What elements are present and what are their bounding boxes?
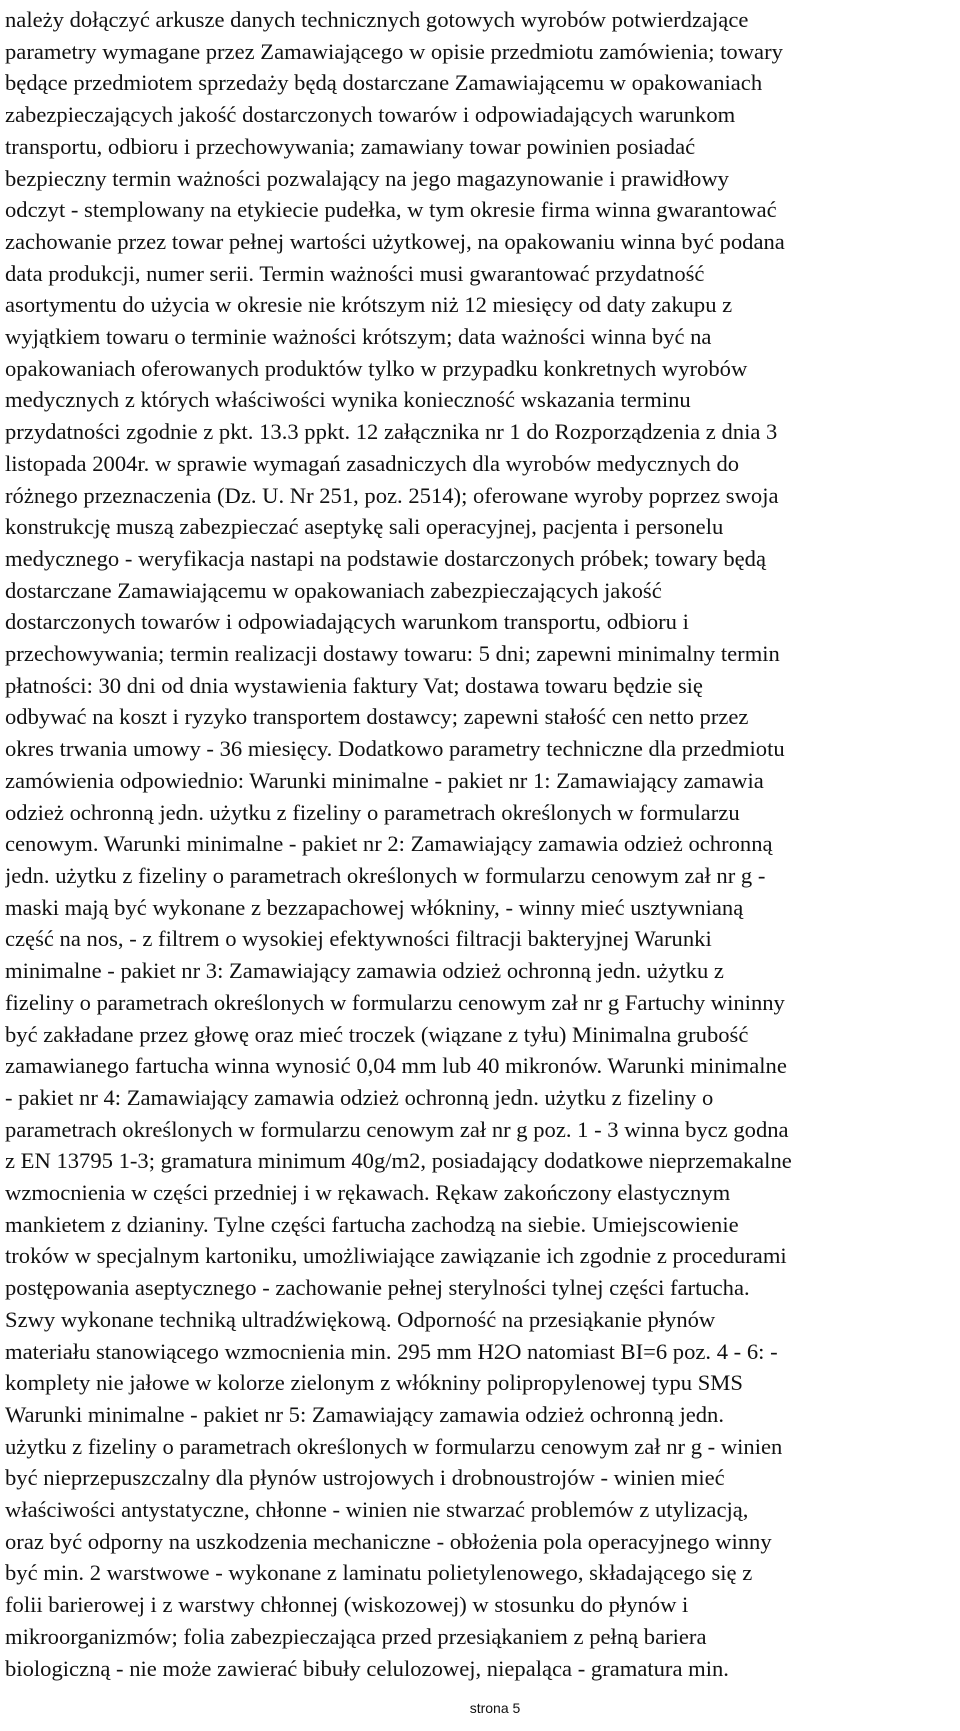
text-line: mankietem z dzianiny. Tylne części fartucha zachodzą na siebie. Umiejscowienie <box>5 1211 739 1237</box>
text-line: zabezpieczających jakość dostarczonych towarów i odpowiadających warunkom <box>5 102 736 128</box>
text-line: okres trwania umowy - 36 miesięcy. Dodatkowo parametry techniczne dla przedmiotu <box>5 736 785 762</box>
text-line: oraz być odporny na uszkodzenia mechaniczne - obłożenia pola operacyjnego winny <box>5 1528 772 1554</box>
text-line: opakowaniach oferowanych produktów tylko w przypadku konkretnych wyrobów <box>5 355 748 381</box>
text-line: data produkcji, numer serii. Termin ważności musi gwarantować przydatność <box>5 260 705 286</box>
text-line: komplety nie jałowe w kolorze zielonym z włókniny polipropylenowej typu SMS <box>5 1370 743 1396</box>
text-line: jedn. użytku z fizeliny o parametrach określonych w formularzu cenowym zał nr g - <box>5 862 766 888</box>
text-line: odzież ochronną jedn. użytku z fizeliny o parametrach określonych w formularzu <box>5 799 740 825</box>
text-line: transportu, odbioru i przechowywania; zamawiany towar powinien posiadać <box>5 133 696 159</box>
text-line: cenowym. Warunki minimalne - pakiet nr 2: Zamawiający zamawia odzież ochronną <box>5 831 773 857</box>
text-line: materiału stanowiącego wzmocnienia min. 295 mm H2O natomiast BI=6 poz. 4 - 6: - <box>5 1338 778 1364</box>
text-line: należy dołączyć arkusze danych technicznych gotowych wyrobów potwierdzające <box>5 7 749 32</box>
text-line: przydatności zgodnie z pkt. 13.3 ppkt. 12 załącznika nr 1 do Rozporządzenia z dnia 3 <box>5 419 778 445</box>
text-line: wyjątkiem towaru o terminie ważności krótszym; data ważności winna być na <box>5 324 712 350</box>
text-line: minimalne - pakiet nr 3: Zamawiający zamawia odzież ochronną jedn. użytku z <box>5 958 724 984</box>
text-line: medycznych z których właściwości wynika konieczność wskazania terminu <box>5 387 691 413</box>
text-line: część na nos, - z filtrem o wysokiej efektywności filtracji bakteryjnej Warunki <box>5 926 712 952</box>
text-line: Warunki minimalne - pakiet nr 5: Zamawiający zamawia odzież ochronną jedn. <box>5 1401 725 1427</box>
text-line: fizeliny o parametrach określonych w formularzu cenowym zał nr g Fartuchy wininny <box>5 989 785 1015</box>
text-line: będące przedmiotem sprzedaży będą dostarczane Zamawiającemu w opakowaniach <box>5 70 763 96</box>
text-line: konstrukcję muszą zabezpieczać aseptykę sali operacyjnej, pacjenta i personelu <box>5 514 724 540</box>
text-line: asortymentu do użycia w okresie nie krótszym niż 12 miesięcy od daty zakupu z <box>5 292 733 318</box>
text-line: z EN 13795 1-3; gramatura minimum 40g/m2, posiadający dodatkowe nieprzemakalne <box>5 1148 792 1174</box>
text-line: przechowywania; termin realizacji dostawy towaru: 5 dni; zapewni minimalny termin <box>5 641 780 667</box>
text-line: maski mają być wykonane z bezzapachowej włókniny, - winny mieć usztywnianą <box>5 894 744 920</box>
text-line: medycznego - weryfikacja nastapi na podstawie dostarczonych próbek; towary będą <box>5 545 766 571</box>
text-line: bezpieczny termin ważności pozwalający na jego magazynowanie i prawidłowy <box>5 165 729 191</box>
text-line: użytku z fizeliny o parametrach określonych w formularzu cenowym zał nr g - winien <box>5 1433 783 1459</box>
text-line: odbywać na koszt i ryzyko transportem dostawcy; zapewni stałość cen netto przez <box>5 704 749 730</box>
text-line: właściwości antystatyczne, chłonne - winien nie stwarzać problemów z utylizacją, <box>5 1497 749 1523</box>
text-line: zamawianego fartucha winna wynosić 0,04 mm lub 40 mikronów. Warunki minimalne <box>5 1053 787 1079</box>
text-line: parametrach określonych w formularzu cenowym zał nr g poz. 1 - 3 winna bycz godna <box>5 1116 789 1142</box>
text-line: wzmocnienia w części przedniej i w rękawach. Rękaw zakończony elastycznym <box>5 1180 731 1206</box>
text-line: - pakiet nr 4: Zamawiający zamawia odzież ochronną jedn. użytku z fizeliny o <box>5 1084 714 1110</box>
text-line: być nieprzepuszczalny dla płynów ustrojowych i drobnoustrojów - winien mieć <box>5 1465 725 1491</box>
text-line: zachowanie przez towar pełnej wartości użytkowej, na opakowaniu winna być podana <box>5 228 785 254</box>
body-text <box>5 4 955 1684</box>
page-number: strona 5 <box>469 1700 521 1716</box>
text-line: dostarczonych towarów i odpowiadających warunkom transportu, odbioru i <box>5 609 689 635</box>
text-line: parametry wymagane przez Zamawiającego w opisie przedmiotu zamówienia; towary <box>5 38 783 64</box>
text-line: zamówienia odpowiednio: Warunki minimalne - pakiet nr 1: Zamawiający zamawia <box>5 767 764 793</box>
text-line: biologiczną - nie może zawierać bibuły celulozowej, niepaląca - gramatura min. <box>5 1655 729 1681</box>
text-line: odczyt - stemplowany na etykiecie pudełka, w tym okresie firma winna gwarantować <box>5 197 777 223</box>
text-line: folii barierowej i z warstwy chłonnej (wiskozowej) w stosunku do płynów i <box>5 1592 689 1618</box>
text-line: płatności: 30 dni od dnia wystawienia faktury Vat; dostawa towaru będzie się <box>5 672 703 698</box>
text-line: być min. 2 warstwowe - wykonane z laminatu polietylenowego, składającego się z <box>5 1560 753 1586</box>
text-line: postępowania aseptycznego - zachowanie pełnej sterylności tylnej części fartucha. <box>5 1275 750 1301</box>
text-line: Szwy wykonane techniką ultradźwiękową. Odporność na przesiąkanie płynów <box>5 1306 716 1332</box>
text-line: różnego przeznaczenia (Dz. U. Nr 251, poz. 2514); oferowane wyroby poprzez swoja <box>5 482 779 508</box>
text-line: mikroorganizmów; folia zabezpieczająca przed przesiąkaniem z pełną bariera <box>5 1623 707 1649</box>
text-line: listopada 2004r. w sprawie wymagań zasadniczych dla wyrobów medycznych do <box>5 450 740 476</box>
text-line: być zakładane przez głowę oraz mieć troczek (wiązane z tyłu) Minimalna grubość <box>5 1021 749 1047</box>
text-line: troków w specjalnym kartoniku, umożliwiające zawiązanie ich zgodnie z procedurami <box>5 1243 787 1269</box>
text-line: dostarczane Zamawiającemu w opakowaniach zabezpieczających jakość <box>5 577 662 603</box>
